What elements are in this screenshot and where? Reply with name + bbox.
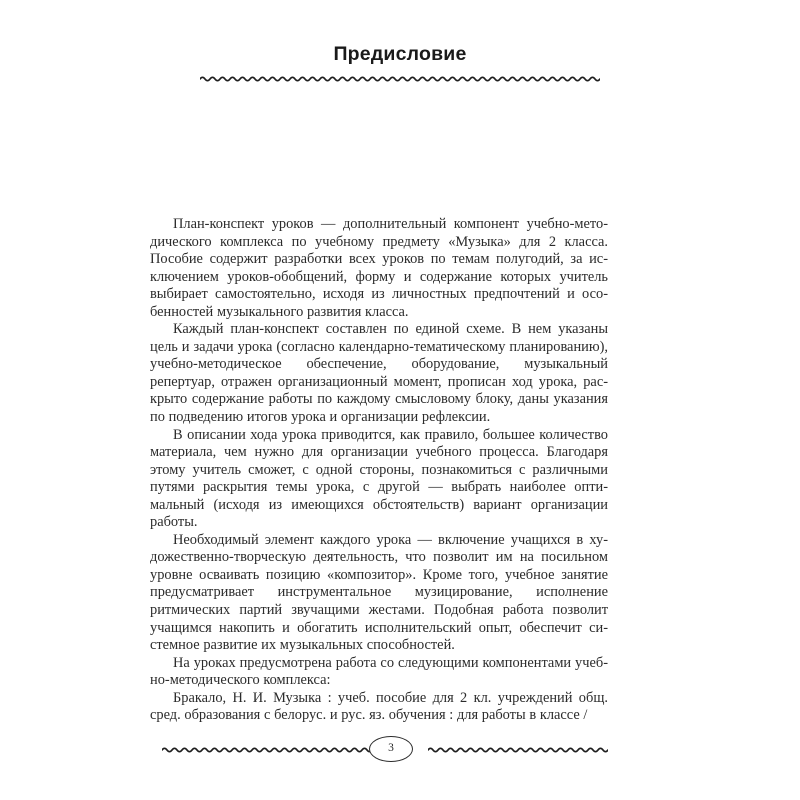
paragraph: В описании хода урока приводится, как правило, большее количество материала, чем нужно для организации учебного процесса. Благодаря этому учитель сможет, с одной стороны, познакомиться с различными путями раскрытия темы урока, с другой — выбрать наиболее оптимальный (исходя из имеющихся обстоятельств) вариант организации работы.	[150, 426, 608, 531]
footer-wavy-rule-left-icon	[162, 745, 372, 755]
page-footer	[0, 736, 800, 770]
paragraph: План-конспект уроков — дополнительный компонент учебно-методического комплекса по учебному предмету «Музыка» для 2 класса. Пособие содержит разработки всех уроков по темам полугодий, за исключением уроков-обобщений, форму и содержание которых учитель выбирает самостоятельно, исходя из личностных предпочтений и особенностей музыкального развития класса.	[150, 216, 608, 320]
paragraph: Каждый план-конспект составлен по единой схеме. В нем указаны цель и задачи урока (согласно календарно-тематическому планированию), учебно-методическое обеспечение, оборудование, музыкальный репертуар, отражен организационный момент, прописан ход урока, раскрыто содержание работы по каждому смысловому блоку, даны указания по подведению итогов урока и организации рефлексии.	[150, 321, 608, 426]
page-number-badge	[369, 736, 413, 762]
body-text	[150, 216, 608, 725]
footer-wavy-rule-right-icon	[428, 745, 608, 755]
paragraph: Необходимый элемент каждого урока — включение учащихся в художественно-творческую деятельность, что позволит им на посильном уровне осваивать позицию «композитор». Кроме того, учебное занятие предусматривает инструментальное музицирование, исполнение ритмических партий звучащими жестами. Подобная работа позволит учащимся накопить и обогатить исполнительский опыт, обеспечит системное развитие их музыкальных способностей.	[150, 531, 608, 654]
page-title: Предисловие	[333, 43, 467, 65]
page-header	[0, 44, 800, 84]
page-number: 3	[388, 742, 394, 755]
paragraph: На уроках предусмотрена работа со следующими компонентами учебно-методического комплекса:	[150, 654, 608, 689]
paragraph: Бракало, Н. И. Музыка : учеб. пособие для 2 кл. учреждений общ. сред. образования с белорус. и рус. яз. обучения : для работы в классе /	[150, 689, 608, 724]
header-wavy-rule-icon	[200, 74, 600, 84]
